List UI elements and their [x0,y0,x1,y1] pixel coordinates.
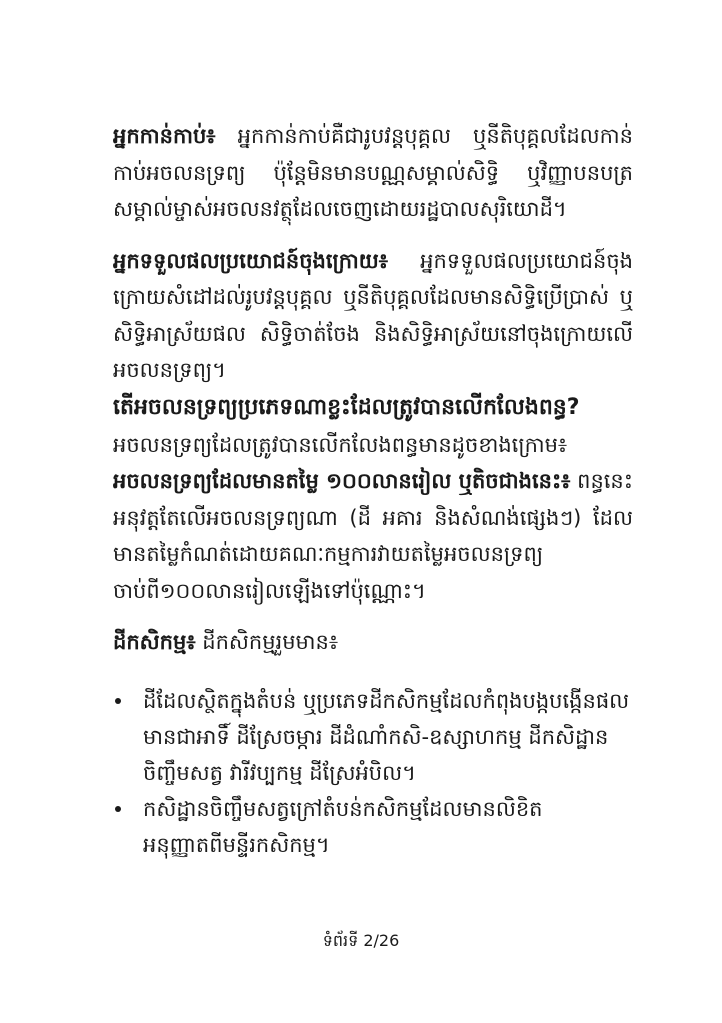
agriculture-list [113,683,633,863]
beneficiary-term: អ្នកទទួលផលប្រយោជន៍ចុងក្រោយ៖ [113,248,389,273]
bullet-icon [115,698,121,704]
list-item [113,791,633,863]
list-item-text: ដីដែលស្ថិតក្នុងតំបន់ ឬប្រភេទដីកសិកម្មដែលកំពុងបង្កបង្កើនផលមានជាអាទិ៍ ដីស្រែចម្ការ ដីដំណាំកសិ-ឧស្សាហកម្ម ដីកសិដ្ឋានចិញ្ចឹមសត្វ វារីវប្បកម្ម ដីស្រែអំបិល។ [143,688,630,785]
list-item-text: កសិដ្ឋានចិញ្ចឹមសត្វក្រៅតំបន់កសិកម្មដែលមានលិខិតអនុញ្ញាតពីមន្ទីរកសិកម្ម។ [143,796,543,857]
transferee-definition: អ្នកកាន់កាប់គឺជារូបវន្តបុគ្គល ឬនីតិបុគ្គលដែលកាន់កាប់អចលនទ្រព្យ ប៉ុន្តែមិនមានបណ្ណសម្គាល់សិទ្ធិ ឬវិញ្ញាបនបត្រសម្គាល់ម្ចាស់អចលនវត្ថុដែលចេញដោយរដ្ឋបាលសុរិយោដី។ [113,124,633,221]
page-content [113,118,633,863]
agriculture-term: ដីកសិកម្ម៖ [113,630,196,654]
transferee-term: អ្នកកាន់កាប់៖ [113,124,216,148]
beneficiary-definition: អ្នកទទួលផលប្រយោជន៍ចុងក្រោយសំដៅដល់រូបវន្តបុគ្គល ឬនីតិបុគ្គលដែលមានសិទ្ធិប្រើប្រាស់ ឬសិទ្ធិអាស្រ័យផល សិទ្ធិចាត់ចែង និងសិទ្ធិអាស្រ័យនៅចុងក្រោយលើអចលនទ្រព្យ។ [113,248,633,382]
agriculture-paragraph [113,624,633,661]
page-number: ទំព័រទី 2/26 [322,931,400,950]
beneficiary-paragraph [113,243,633,389]
list-item [113,683,633,791]
bullet-icon [115,806,121,812]
exemption-question-heading: តើអចលនទ្រព្យប្រភេទណាខ្លះដែលត្រូវបានលើកលែងពន្ធ? [113,394,580,420]
agriculture-intro: ដីកសិកម្មរួមមាន៖ [202,630,339,654]
transferee-paragraph [113,118,633,228]
exemption-intro: អចលនទ្រព្យដែលត្រូវបានលើកលែងពន្ធមានដូចខាងក្រោម៖ [113,432,568,457]
threshold-paragraph [113,463,633,609]
threshold-term: អចលនទ្រព្យដែលមានតម្លៃ ១០០លានរៀល ឬតិចជាងនេះ៖ [113,469,571,493]
threshold-definition: ពន្ធនេះអនុវត្តតែលើអចលនទ្រព្យណា (ដី អគារ និងសំណង់ផ្សេងៗ) ដែលមានតម្លៃកំណត់ដោយគណៈកម្មការវាយតម្លៃអចលនទ្រព្យ ចាប់ពី១០០លានរៀលឡើងទៅប៉ុណ្ណោះ។ [113,469,633,603]
